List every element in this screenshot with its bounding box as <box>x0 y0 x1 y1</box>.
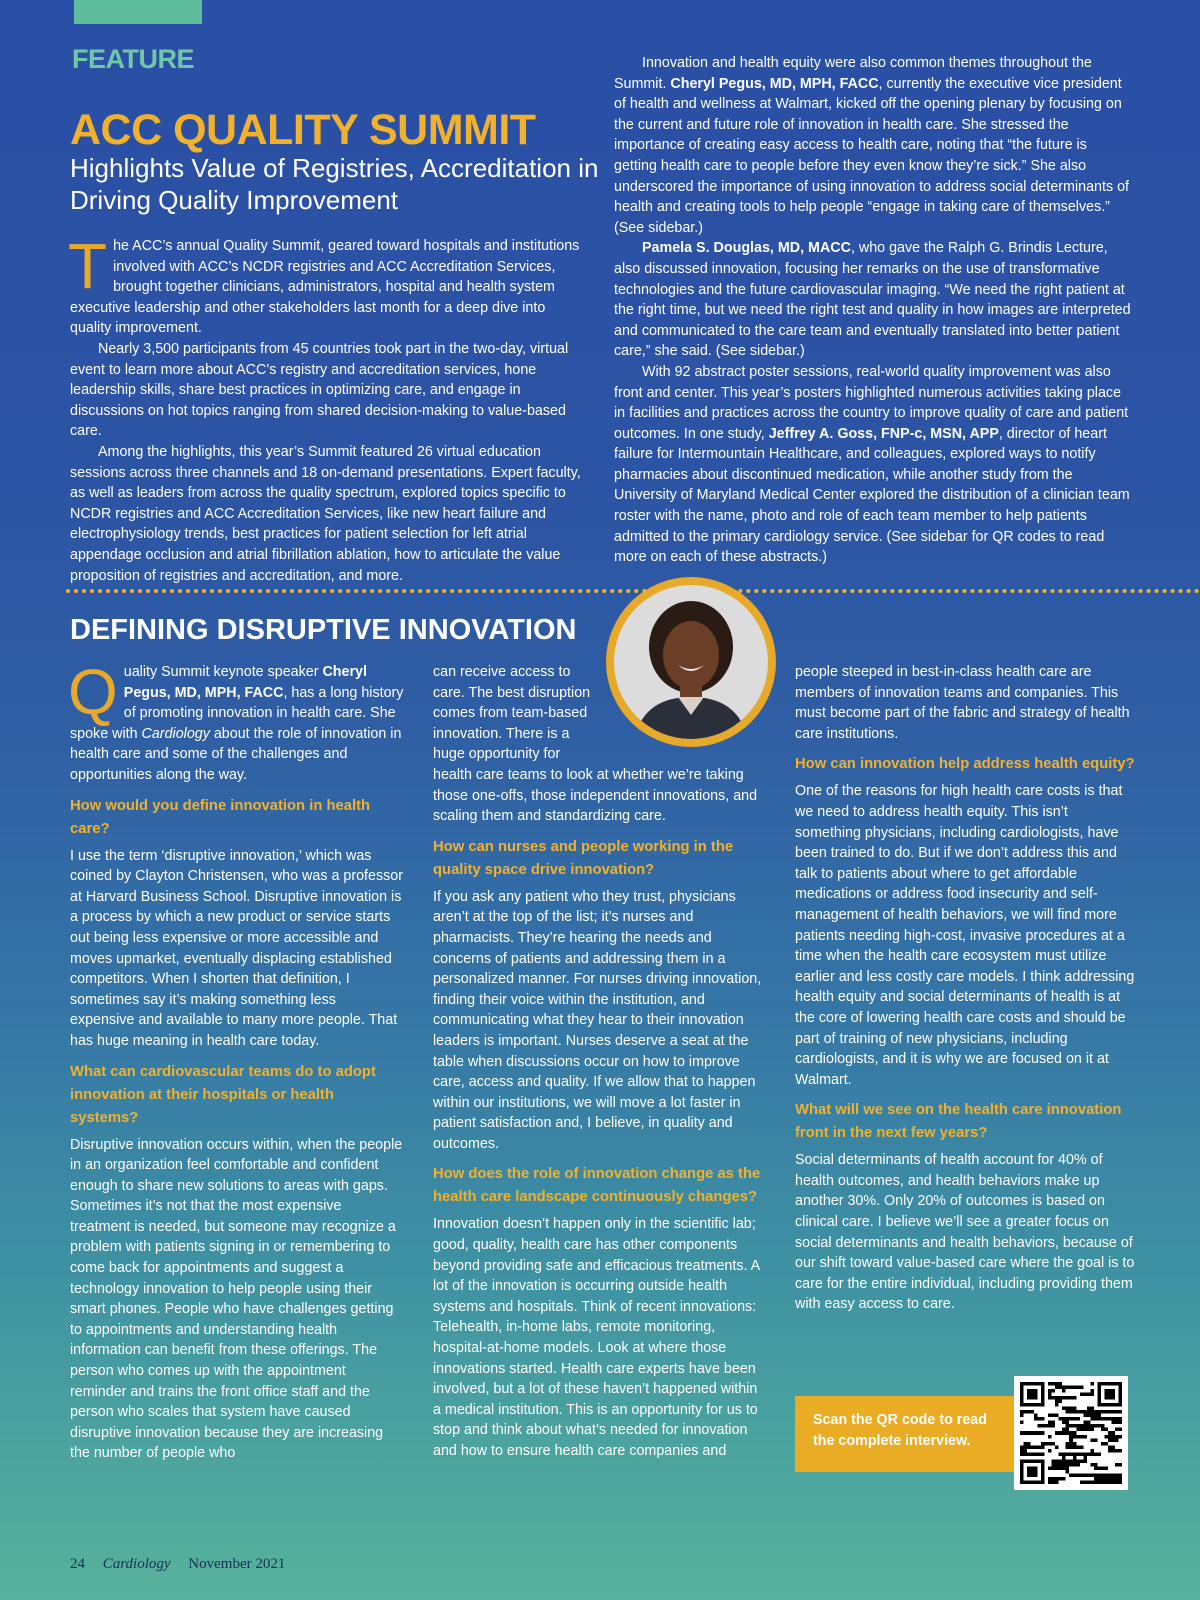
drop-cap: Q <box>68 656 118 728</box>
page-footer <box>70 1556 299 1573</box>
article-subtitle: Highlights Value of Registries, Accreditation in Driving Quality Improvement <box>70 153 599 215</box>
interview-answer: Social determinants of health account for 40% of health outcomes, and health behaviors make up another 30%. Only 20% of outcomes is based on clinical care. I believe we’ll see a greater focus on social determinants and health behaviors, because of our shift toward value-based care where the goal is to care for the entire individual, including providing them with easy access to care. <box>795 1152 1135 1313</box>
header-tab-bar <box>74 0 202 24</box>
magazine-name: Cardiology <box>102 1556 171 1572</box>
interview-question: What will we see on the health care innovation front in the next few years? <box>795 1102 1122 1142</box>
drop-cap: T <box>68 230 108 302</box>
interview-question: What can cardiovascular teams do to adopt innovation at their hospitals or health systems? <box>70 1063 376 1126</box>
sidebar-column-3 <box>795 662 1135 1315</box>
interview-answer: people steeped in best-in-class health care are members of innovation teams and companies. This must become part of the fabric and strategy of health care institutions. <box>795 664 1130 742</box>
interview-question: How does the role of innovation change as the health care landscape continuously changes? <box>433 1166 761 1206</box>
section-label: FEATURE <box>72 44 194 74</box>
page-number: 24 <box>70 1556 85 1572</box>
interview-answer: Innovation doesn’t happen only in the scientific lab; good, quality, health care has other components beyond providing safe and efficacious treatments. A lot of the innovation is occurring outside health systems and hospitals. Think of recent innovations: Telehealth, in-home labs, remote monitoring, hospital-at-home models. Look at where those innovations started. Health care experts have been involved, but a lot of these haven’t happened within a medical institution. This is an opportunity for us to stop and think about what’s needed for innovation and how to ensure health care companies and <box>433 1216 760 1459</box>
sidebar-intro: Quality Summit keynote speaker Cheryl Pegus, MD, MPH, FACC, has a long history of promoting innovation in health care. She spoke with Cardiology about the role of innovation in health care and some of the challenges and opportunities along the way. <box>68 656 404 783</box>
article-paragraph: Nearly 3,500 participants from 45 countries took part in the two-day, virtual event to learn more about ACC’s registry and accreditation services, hone leadership skills, share best practices in optimizing care, and engage in discussions on hot topics ranging from shared decision-making to value-based care. <box>70 340 569 440</box>
sidebar-column-2 <box>433 662 769 1462</box>
interview-question: How can innovation help address health equity? <box>795 756 1135 773</box>
interview-question: How would you define innovation in health care? <box>70 797 371 837</box>
magazine-name: Cardiology <box>141 725 210 742</box>
person-name: Cheryl Pegus, MD, MPH, FACC <box>123 664 367 701</box>
article-title: ACC QUALITY SUMMIT <box>70 106 536 154</box>
interview-answer: can receive access to care. The best disruption comes from team-based innovation. There is a huge opportunity for health care teams to look at whether we’re taking those one-offs, those independent innovations, and scaling them and standardizing care. <box>433 664 758 825</box>
qr-code-icon <box>1020 1382 1122 1484</box>
sidebar-column-1 <box>68 656 404 1464</box>
interview-answer: Disruptive innovation occurs within, when the people in an organization feel comfortable and confident enough to share new solutions to areas with gaps. Sometimes it’s not that the most expensive treatment is needed, but someone may recognize a problem with patients signing in or remembering to come back for appointments and suggest a technology innovation to help people using their smart phones. People who have challenges getting to appointments and understanding health information can benefit from these offerings. The person who comes up with the appointment reminder and trains the front office staff and the person who scales that system have caused disruptive innovation because they are increasing the number of people who <box>70 1136 403 1462</box>
article-paragraph: Pamela S. Douglas, MD, MACC, who gave the Ralph G. Brindis Lecture, also discussed innovation, focusing her remarks on the use of transformative technologies and the future cardiovascular imaging. “We need the right patient at the right time, but we need the right test and quality in how images are interpreted and communicated to the care team and eventually translated into better patient care,” she said. (See sidebar.) <box>614 240 1131 360</box>
person-name: Jeffrey A. Goss, FNP-c, MSN, APP <box>768 425 999 442</box>
person-name: Pamela S. Douglas, MD, MACC <box>642 240 851 257</box>
qr-callout: Scan the QR code to read the complete interview. <box>795 1396 1015 1472</box>
dotted-divider <box>66 589 1200 593</box>
interview-answer: I use the term ‘disruptive innovation,’ which was coined by Clayton Christensen, who was a professor at Harvard Business School. Disruptive innovation is a process by which a new product or service starts out being less expensive or more accessible and moves upmarket, eventually displacing established competitors. When I shorten that definition, I sometimes say it’s making something less expensive and available to many more people. That has huge meaning in health care today. <box>70 847 403 1049</box>
article-column-2 <box>614 53 1132 568</box>
interview-question: How can nurses and people working in the quality space drive innovation? <box>433 838 734 878</box>
issue-date: November 2021 <box>188 1556 286 1572</box>
interview-answer: One of the reasons for high health care costs is that we need to address health equity. This isn’t something physicians, including cardiologists, have been trained to do. But if we don’t address this and talk to patients about where to get affordable medications or address food insecurity and self-management of health behaviors, we will find more patients needing high-cost, invasive procedures at a time when the health care ecosystem must utilize earlier and less costly care models. I think addressing health equity and social determinants of health is at the core of lowering health care costs and should be part of training of new physicians, including cardiologists, and it is why we are focused on it at Walmart. <box>795 783 1135 1088</box>
article-paragraph: Among the highlights, this year’s Summit featured 26 virtual education sessions across three channels and 18 on-demand presentations. Expert faculty, as well as leaders from across the quality spectrum, explored topics specific to NCDR registries and ACC Accreditation Services, like new heart failure and electrophysiology trends, best practices for patient selection for left atrial appendage occlusion and atrial fibrillation ablation, how to articulate the value proposition of registries and accreditation, and more. <box>70 443 581 584</box>
person-name: Cheryl Pegus, MD, MPH, FACC <box>670 75 879 92</box>
article-paragraph: The ACC’s annual Quality Summit, geared toward hospitals and institutions involved with ACC’s NCDR registries and ACC Accreditation Services, brought together clinicians, administrators, hospital and health system executive leadership and other stakeholders last month for a deep dive into quality improvement. <box>68 230 580 337</box>
interview-answer: If you ask any patient who they trust, physicians aren’t at the top of the list; it’s nurses and pharmacists. They’re hearing the needs and concerns of patients and addressing them in a personalized manner. For nurses driving innovation, finding their voice within the institution, and communicating what they hear to their innovation leaders is important. Nurses deserve a seat at the table when discussions occur on how to improve care, access and quality. If we allow that to happen within our institutions, we will move a lot faster in patient satisfaction and, I believe, in quality and outcomes. <box>433 888 762 1152</box>
article-paragraph: Innovation and health equity were also common themes throughout the Summit. Cheryl Pegus, MD, MPH, FACC, currently the executive vice president of health and wellness at Walmart, kicked off the opening plenary by focusing on the current and future role of innovation in health care. She stressed the importance of creating easy access to health care, noting that “the future is getting health care to people before they even know they’re sick.” She also underscored the importance of using innovation to address social determinants of health and creating tools to help people “engage in taking care of themselves.” (See sidebar.) <box>614 55 1129 236</box>
qr-code[interactable] <box>1014 1376 1128 1490</box>
article-paragraph: With 92 abstract poster sessions, real-world quality improvement was also front and center. This year’s posters highlighted numerous activities taking place in facilities and practices across the country to improve quality of care and patient outcomes. In one study, Jeffrey A. Goss, FNP-c, MSN, APP, director of heart failure for Intermountain Healthcare, and colleagues, explored ways to notify pharmacies about discontinued medication, while another study from the University of Maryland Medical Center explored the distribution of a clinician team roster with the name, photo and role of each team member to help patients admitted to the primary cardiology service. (See sidebar for QR codes to read more on each of these abstracts.) <box>614 363 1130 566</box>
sidebar-title: DEFINING DISRUPTIVE INNOVATION <box>70 614 577 646</box>
photo-wrap-space <box>593 662 769 762</box>
article-column-1 <box>68 230 585 586</box>
